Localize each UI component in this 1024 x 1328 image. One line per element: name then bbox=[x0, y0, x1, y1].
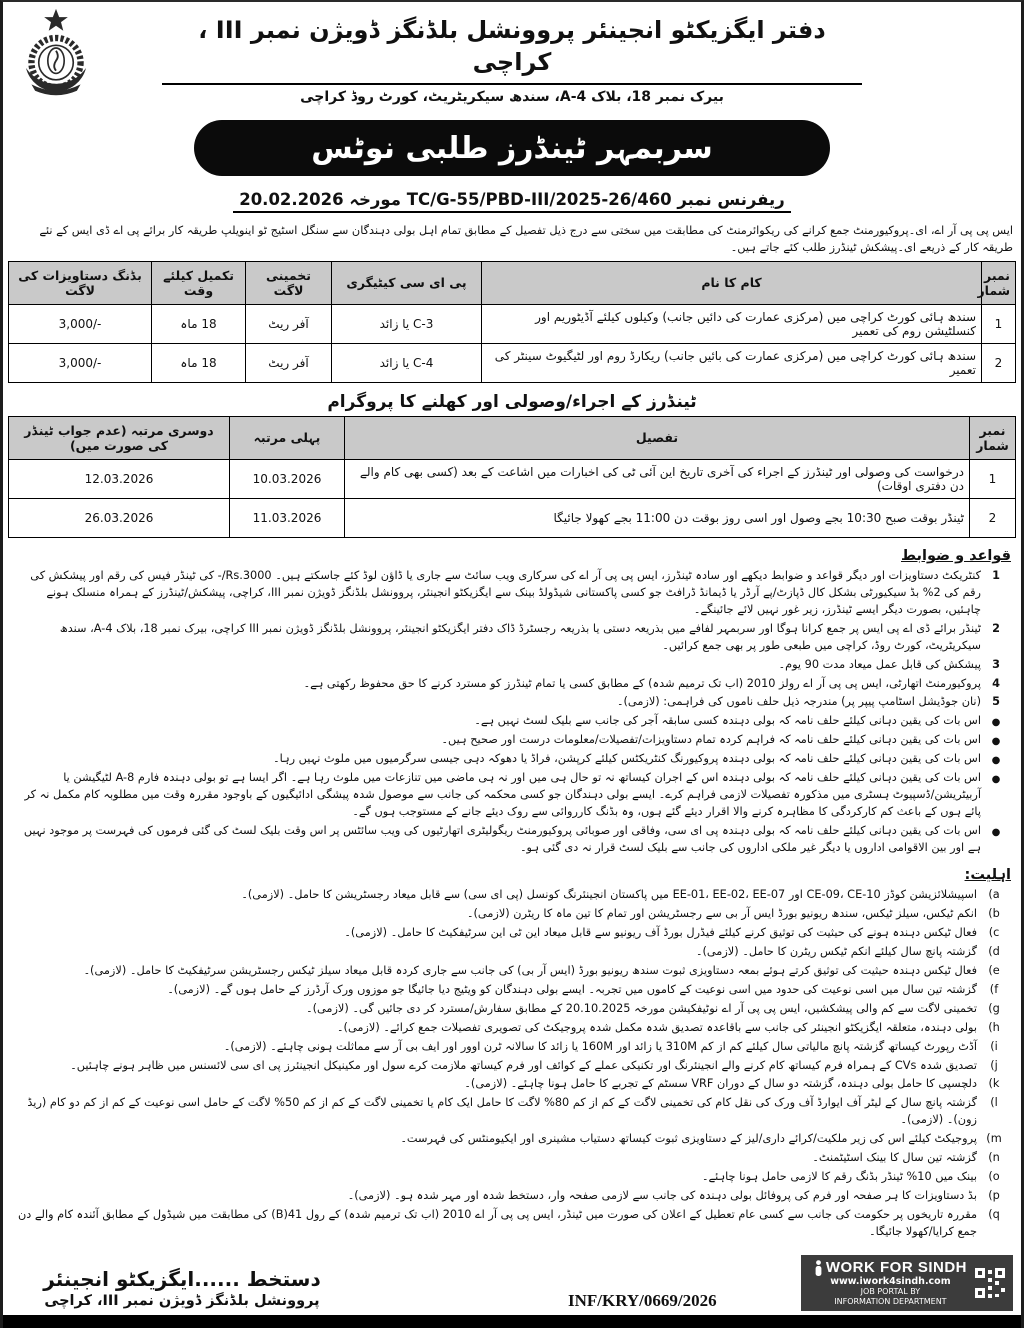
works-table bbox=[8, 261, 1016, 383]
program-table bbox=[8, 416, 1016, 538]
cell-detail: درخواست کی وصولی اور ٹینڈرز کے اجراء کی آخری تاریخ این آئی ٹی کی اخبارات میں اشاعت کے بعد (کسی بھی کام والے دن دفتری اوقات) bbox=[345, 459, 970, 498]
rule-number: 3 bbox=[992, 657, 1000, 671]
inf-number: INF/KRY/0669/2026 bbox=[568, 1291, 717, 1310]
cell-completion-time: 18 ماہ bbox=[152, 343, 246, 382]
rules-list bbox=[3, 568, 1021, 712]
col-completion-time: تکمیل کیلئے وقت bbox=[152, 261, 246, 304]
eligibility-letter: (d bbox=[988, 944, 1000, 958]
rule-text: (نان جوڈیشل اسٹامپ پیپر پر) مندرجہ ذیل حلف ناموں کی فراہمی: (لازمی)۔ bbox=[616, 695, 981, 709]
rule-text: پروکیورمنٹ اتھارٹی، ایس پی پی آر اے رولز 2010 (اب تک ترمیم شدہ) کے مطابق کسی یا تمام ٹینڈرز کو مسترد کرنے کا حق محفوظ رکھتی ہے۔ bbox=[303, 676, 981, 690]
eligibility-letter: (f bbox=[989, 982, 999, 996]
qr-code bbox=[973, 1266, 1007, 1300]
bullet-icon: ● bbox=[991, 827, 1001, 839]
office-title: دفتر ایگزیکٹو انجینئر پروونشل بلڈنگز ڈویژن نمبر III ، کراچی bbox=[162, 14, 862, 85]
rule-number: 5 bbox=[992, 695, 1000, 709]
eligibility-letter: (q bbox=[988, 1208, 1000, 1221]
eligibility-letter: (p bbox=[988, 1189, 1000, 1203]
bullet-icon: ● bbox=[991, 717, 1001, 729]
eligibility-item bbox=[11, 887, 1011, 904]
eligibility-item bbox=[11, 1020, 1011, 1037]
rule-item bbox=[11, 676, 1011, 693]
iwork-brand-line bbox=[814, 1259, 967, 1276]
reference-line bbox=[3, 190, 1021, 213]
col-second-time: دوسری مرتبہ (عدم جواب ٹینڈر کی صورت میں) bbox=[9, 416, 230, 459]
rule-text: کنٹریکٹ دستاویزات اور دیگر قواعد و ضوابط دیکھے اور سادہ ٹینڈرز، ایس پی پی آر اے کی سرکاری ویب سائٹ سے جاری یا ڈاؤن لوڈ کئے جاسکتے ہیں۔ Rs.3000/- کی ٹینڈر فیس کی رقم اور پیشکش کی رقم کی 2% بڈ سیکیورٹی بشکل کال ڈپازٹ/پے آرڈر یا ڈیمانڈ ڈرافٹ جو کسی پاکستانی شیڈولڈ بینک سے ایگزیکٹو انجینئر، پروونشل بلڈنگز ڈویژن نمبر III، کراچی، پیشکش/ٹینڈرز کے ہمراہ منسلک ہونے چاہئیں، بصورت دیگر ایسے ٹینڈرز، زیر غور نہیں لائے جائینگے۔ bbox=[30, 568, 981, 616]
affidavit-bullet-item bbox=[11, 713, 1011, 730]
col-bidding-doc-cost: بڈنگ دستاویزات کی لاگت bbox=[9, 261, 152, 304]
eligibility-text: تخمینی لاگت سے کم والی پیشکشیں، ایس پی پی آر اے نوٹیفکیشن مورخہ 20.10.2025 کے مطابق سفارش/مسترد کر دی جائیں گی۔ (لازمی)۔ bbox=[305, 1001, 977, 1015]
affidavit-bullet-item bbox=[11, 732, 1011, 749]
eligibility-text: دلچسپی کا حامل بولی دہندہ، گزشتہ دو سال کے دوران VRF سسٹم کے تجربے کا حامل ہونا چاہئے۔ (لازمی)۔ bbox=[464, 1077, 977, 1091]
government-of-sindh-emblem-icon bbox=[13, 8, 99, 108]
eligibility-letter: (j bbox=[990, 1058, 998, 1072]
eligibility-item bbox=[11, 1058, 1011, 1075]
cell-bidding-doc-cost: 3,000/- bbox=[9, 343, 152, 382]
eligibility-letter: (i bbox=[990, 1039, 998, 1053]
rule-number: 2 bbox=[992, 621, 1000, 635]
affidavit-bullet-item bbox=[11, 751, 1011, 768]
cell-first-date: 11.03.2026 bbox=[230, 498, 345, 537]
person-icon bbox=[814, 1260, 823, 1276]
col-estimated-cost: تخمینی لاگت bbox=[246, 261, 332, 304]
cell-work-name: سندھ ہائی کورٹ کراچی میں (مرکزی عمارت کی بائیں جانب) ریکارڈ روم اور لٹیگیوٹ سینٹر کی تعمیر bbox=[482, 343, 982, 382]
program-table-header-row bbox=[9, 416, 1016, 459]
eligibility-item bbox=[11, 1188, 1011, 1205]
eligibility-text: مقررہ تاریخوں پر حکومت کی جانب سے کسی عام تعطیل کے اعلان کی صورت میں ٹینڈر، ایس پی پی آر اے 2010 (اب تک ترمیم شدہ) کے رول 41(B) کی مطابقت میں شیڈول کے مطابق آئندہ کام والے دن جمع کرایا/کھولا جائیگا۔ bbox=[17, 1208, 977, 1238]
works-table-row bbox=[9, 304, 1016, 343]
rule-item bbox=[11, 657, 1011, 674]
eligibility-letter: (k bbox=[988, 1077, 1000, 1091]
eligibility-text: اسپیشلائزیشن کوڈز CE-09، CE-10 اور EE-01، EE-02، EE-07 میں پاکستان انجینئرنگ کونسل (پی ای سی) سے قابل میعاد رجسٹریشن کا حامل۔ (لازمی)۔ bbox=[241, 888, 977, 902]
rule-text: پیشکش کی قابل عمل میعاد مدت 90 یوم۔ bbox=[778, 657, 981, 671]
rule-item bbox=[11, 621, 1011, 655]
eligibility-text: فعال ٹیکس دہندہ حیثیت کی توثیق کرتے ہوئے بمعہ دستاویزی ثبوت سندھ ریونیو بورڈ (ایس آر بی) کی جانب سے جاری کردہ قابل میعاد سیلز ٹیکس رجسٹریشن سرٹیفکیٹ کا حامل۔ (لازمی)۔ bbox=[83, 963, 977, 977]
bullet-icon: ● bbox=[991, 736, 1001, 748]
program-table-row bbox=[9, 498, 1016, 537]
header bbox=[3, 2, 1021, 110]
intro-paragraph: ایس پی پی آر اے، ای۔پروکیورمنٹ جمع کرانے کی ریکوائرمنٹ کی مطابقت میں سختی سے درج ذیل تفصیل کے مطابق تمام اہل بولی دہندگان سے سنگل اسٹیج ٹو اینویلپ طریقہ کار برائے پی اے ڈی ایس کے نئے طریقہ کار کے ذریعے ای۔پیشکش ٹینڈرز طلب کئے جاتے ہیں۔ bbox=[39, 224, 1013, 254]
program-table-row bbox=[9, 459, 1016, 498]
eligibility-item bbox=[11, 1095, 1011, 1129]
cell-serial-no: 2 bbox=[982, 343, 1016, 382]
col-pec-category: پی ای سی کیٹیگری bbox=[332, 261, 482, 304]
eligibility-text: فعال ٹیکس دہندہ ہونے کی حیثیت کی توثیق کرنے کیلئے فیڈرل بورڈ آف ریونیو سے قابل میعاد این ٹی این سرٹیفکیٹ کا حامل۔ (لازمی)۔ bbox=[344, 925, 977, 939]
affidavit-bullets bbox=[3, 713, 1021, 857]
eligibility-text: گزشتہ پانچ سال کے لیٹر آف ایوارڈ آف ورک کی نقل کام کی تخمینی لاگت کے کم از کم 80% لاگت کا حامل ایک کام یا تخمینی لاگت کے کم از کم 50% لاگت کے حامل اسی نوعیت کے کم از کم دو کام (ریڈ زون)۔ (لازمی)۔ bbox=[27, 1096, 977, 1127]
office-address: بیرک نمبر 18، بلاک A-4، سندھ سیکریٹریٹ، کورٹ روڈ کراچی bbox=[300, 88, 724, 105]
eligibility-text: گزشتہ پانچ سال کیلئے انکم ٹیکس ریٹرن کا حامل۔ (لازمی)۔ bbox=[695, 944, 977, 958]
cell-completion-time: 18 ماہ bbox=[152, 304, 246, 343]
iwork-url: www.iwork4sindh.com bbox=[830, 1276, 951, 1287]
eligibility-text: انکم ٹیکس، سیلز ٹیکس، سندھ ریونیو بورڈ ایس آر بی سے رجسٹریشن اور تمام کا تین ماہ کا ریٹرن (لازمی)۔ bbox=[466, 907, 977, 920]
bullet-icon: ● bbox=[991, 774, 1001, 786]
eligibility-letter: (c bbox=[988, 925, 1000, 939]
eligibility-letter: (e bbox=[988, 963, 1000, 977]
cell-second-date: 12.03.2026 bbox=[9, 459, 230, 498]
cell-serial-no: 1 bbox=[982, 304, 1016, 343]
eligibility-item bbox=[11, 906, 1011, 923]
cell-pec-category: C-4 یا زائد bbox=[332, 343, 482, 382]
cell-detail: ٹینڈر بوقت صبح 10:30 بجے وصول اور اسی روز بوقت دن 11:00 بجے کھولا جائیگا bbox=[345, 498, 970, 537]
affidavit-bullet-text: اس بات کی یقین دہانی کیلئے حلف نامہ کہ فراہم کردہ تمام دستاویزات/تفصیلات/معلومات درست اور صحیح ہیں۔ bbox=[441, 733, 981, 747]
eligibility-item bbox=[11, 1131, 1011, 1148]
signature-block bbox=[17, 1267, 347, 1309]
iwork-portal-line1: JOB PORTAL BY bbox=[860, 1287, 921, 1296]
signature-department: پروونشل بلڈنگز ڈویژن نمبر III، کراچی bbox=[44, 1293, 320, 1309]
eligibility-letter: (m bbox=[986, 1132, 1002, 1146]
col-serial-no: نمبر شمار bbox=[970, 416, 1016, 459]
affidavit-bullet-text: اس بات کی یقین دہانی کیلئے حلف نامہ کہ بولی دہندہ پروکیورنگ کنٹریکٹس کیلئے کرپشن، فراڈ یا دھوکہ دہی جیسی سرگرمیوں میں ملوث نہیں رہا۔ bbox=[272, 752, 981, 766]
eligibility-letter: (o bbox=[988, 1170, 1000, 1184]
eligibility-text: بڈ دستاویزات کا ہر صفحہ اور فرم کی پروفائل بولی دہندہ کی جانب سے لازمی صفحہ وار، دستخط شدہ اور مہر شدہ ہو۔ (لازمی)۔ bbox=[347, 1189, 977, 1203]
eligibility-letter: (n bbox=[988, 1151, 1000, 1165]
eligibility-letter: (l bbox=[990, 1096, 998, 1110]
affidavit-bullet-text: اس بات کی یقین دہانی کیلئے حلف نامہ کہ بولی دہندہ اس کے اجران کیساتھ نہ تو حال ہی میں اور نہ ہی ماضی میں تنازعات میں ملوث رہا ہے۔ اگر ایسا ہے تو بولی دہندہ فارم A-8 لٹیگیشن یا آربیٹریشن/ڈسپیوٹ ہسٹری میں مذکورہ تفصیلات لازمی فراہم کرے۔ ایسے بولی دہندگان جو کسی محکمہ کی جانب سے موصول شدہ پیشگی ادائیگیوں کے باوجود مقررہ وقت میں مطلوبہ کام مکمل نہ کر پائے ہوں کے باعث کم کارکردگی کا مظاہرہ کرنے والا اقرار دیئے گئے ہوں، وہ بڈنگ کارروائی سے روک دیئے جانے کے مستوجب ہوں گے۔ bbox=[24, 771, 981, 819]
eligibility-item bbox=[11, 925, 1011, 942]
eligibility-item bbox=[11, 963, 1011, 980]
col-detail: تفصیل bbox=[345, 416, 970, 459]
rule-number: 1 bbox=[992, 568, 1000, 582]
eligibility-item bbox=[11, 1039, 1011, 1056]
iwork-text-block bbox=[814, 1259, 967, 1307]
eligibility-list bbox=[3, 887, 1021, 1241]
affidavit-bullet-text: اس بات کی یقین دہانی کیلئے حلف نامہ کہ بولی دہندہ کسی سابقہ آجر کی جانب سے بلیک لسٹ نہیں ہے۔ bbox=[474, 714, 981, 728]
eligibility-letter: (g bbox=[988, 1001, 1000, 1015]
notice-banner bbox=[194, 120, 830, 176]
footer bbox=[3, 1243, 1021, 1315]
rule-number: 4 bbox=[992, 676, 1000, 690]
iwork-for-sindh-box bbox=[801, 1255, 1013, 1311]
eligibility-item bbox=[11, 1150, 1011, 1167]
eligibility-item bbox=[11, 1001, 1011, 1018]
rules-heading: قواعد و ضوابط bbox=[901, 547, 1011, 564]
cell-estimated-cost: آفر ریٹ bbox=[246, 343, 332, 382]
works-table-header-row bbox=[9, 261, 1016, 304]
col-serial-no: نمبر شمار bbox=[982, 261, 1016, 304]
eligibility-text: پروجیکٹ کیلئے اس کی زیر ملکیت/کرائے داری/لیز کے دستاویزی ثبوت کیساتھ دستیاب مشینری اور ایکیومنٹس کی فہرست۔ bbox=[400, 1132, 977, 1146]
cell-serial-no: 2 bbox=[970, 498, 1016, 537]
eligibility-letter: (a bbox=[988, 888, 1000, 902]
col-first-time: پہلی مرتبہ bbox=[230, 416, 345, 459]
affidavit-bullet-item bbox=[11, 770, 1011, 821]
bullet-icon: ● bbox=[991, 755, 1001, 767]
notice-banner-text: سربمہر ٹینڈرز طلبی نوٹس bbox=[311, 130, 713, 166]
bottom-black-bar bbox=[3, 1315, 1021, 1328]
rule-item bbox=[11, 568, 1011, 619]
rule-item bbox=[11, 694, 1011, 711]
program-table-title: ٹینڈرز کے اجراء/وصولی اور کھلنے کا پروگرام bbox=[327, 391, 697, 412]
eligibility-text: گزشتہ تین سال کا بینک اسٹیٹمنٹ۔ bbox=[812, 1151, 977, 1165]
cell-serial-no: 1 bbox=[970, 459, 1016, 498]
eligibility-text: گزشتہ تین سال میں اسی نوعیت کی حدود میں اسی نوعیت کے کاموں میں تجربہ۔ ایسے بولی دہندگان کو ویٹیج دیا جائیگا جو موزوں ورک آرڈرز کے حامل ہوں گے۔ (لازمی)۔ bbox=[167, 982, 977, 996]
eligibility-text: آڈٹ رپورٹ کیساتھ گزشتہ پانچ مالیاتی سال کیلئے کم از کم 310M یا زائد اور 160M یا زائد کا سالانہ ٹرن اوور اور ایف بی آر سے مماثلت ہونی چاہئے۔ (لازمی)۔ bbox=[223, 1039, 977, 1053]
eligibility-letter: (h bbox=[988, 1020, 1000, 1034]
eligibility-heading: اہلیت: bbox=[964, 867, 1011, 884]
eligibility-item bbox=[11, 1207, 1011, 1241]
eligibility-item bbox=[11, 944, 1011, 961]
cell-pec-category: C-3 یا زائد bbox=[332, 304, 482, 343]
affidavit-bullet-text: اس بات کی یقین دہانی کیلئے حلف نامہ کہ بولی دہندہ پی ای سی، وفاقی اور صوبائی پروکیورمنٹ ریگولیٹری اتھارٹیوں کی ویب سائٹس پر اس وقت بلیک لسٹ کی گئی فرموں کی فہرست پر موجود نہیں ہے اور بین الاقوامی اداروں یا دیگر غیر ملکی اداروں کی جانب سے بلیک لسٹ قرار نہ دی گئی ہو۔ bbox=[23, 824, 981, 855]
works-table-row bbox=[9, 343, 1016, 382]
iwork-brand-text: WORK FOR SINDH bbox=[825, 1259, 967, 1276]
cell-estimated-cost: آفر ریٹ bbox=[246, 304, 332, 343]
reference-number: ریفرنس نمبر TC/G-55/PBD-III/2025-26/460 مورخہ 20.02.2026 bbox=[233, 190, 791, 213]
eligibility-text: بولی دہندہ، متعلقہ ایگزیکٹو انجینئر کی جانب سے باقاعدہ تصدیق شدہ مکمل شدہ پروجیکٹ کی تصویری تفصیلات جمع کرائے۔ (لازمی)۔ bbox=[336, 1020, 977, 1034]
cell-first-date: 10.03.2026 bbox=[230, 459, 345, 498]
eligibility-item bbox=[11, 1076, 1011, 1093]
eligibility-letter: (b bbox=[988, 907, 1000, 920]
cell-second-date: 26.03.2026 bbox=[9, 498, 230, 537]
eligibility-item bbox=[11, 982, 1011, 999]
iwork-portal-line2: INFORMATION DEPARTMENT bbox=[834, 1297, 947, 1306]
signature-title: دستخط ......ایگزیکٹو انجینئر bbox=[43, 1267, 321, 1291]
rule-text: ٹینڈر برائے ڈی اے پی ایس پر جمع کرانا ہوگا اور سربمہر لفافے میں بذریعہ دستی یا بذریعہ رجسٹرڈ ڈاک دفتر ایگزیکٹو انجینئر، پروونشل بلڈنگز ڈویژن نمبر III کراچی، بیرک نمبر 18، بلاک A-4، سندھ سیکریٹریٹ، کورٹ روڈ، کراچی میں طبعی طور پر بھی جمع کرائیں۔ bbox=[59, 621, 981, 652]
eligibility-text: تصدیق شدہ CVs کے ہمراہ فرم کیساتھ کام کرنے والے انجینئرنگ اور تکنیکی عملے کے کوائف اور فرم کیساتھ ملازمت کرے سول اور مکینیکل انجینئرز پی ای سی لائسنس میں ظاہر ہونے چاہئیں۔ bbox=[70, 1058, 977, 1072]
affidavit-bullet-item bbox=[11, 823, 1011, 857]
cell-bidding-doc-cost: 3,000/- bbox=[9, 304, 152, 343]
eligibility-item bbox=[11, 1169, 1011, 1186]
cell-work-name: سندھ ہائی کورٹ کراچی میں (مرکزی عمارت کی دائیں جانب) وکیلوں کیلئے آڈیٹوریم اور کنسلٹیشن روم کی تعمیر bbox=[482, 304, 982, 343]
eligibility-text: بینک میں 10% ٹینڈر بڈنگ رقم کا لازمی حامل ہونا چاہئے۔ bbox=[701, 1170, 977, 1184]
col-work-name: کام کا نام bbox=[482, 261, 982, 304]
